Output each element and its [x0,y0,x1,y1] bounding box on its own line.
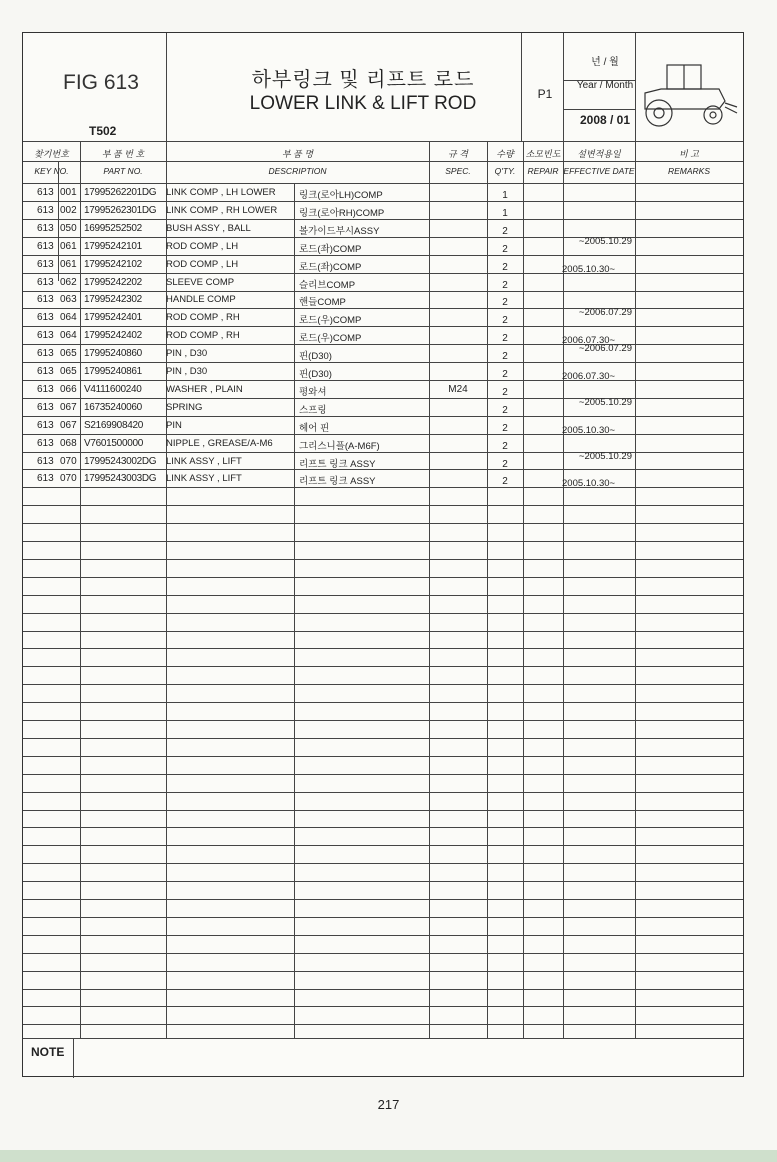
row-line [23,756,743,757]
row-line [23,631,743,632]
col-key-kr: 찾기번호 [34,149,69,159]
row-line [23,774,743,775]
key-number-cell: 061 [60,258,77,270]
key-number-cell: 066 [60,383,77,395]
description-cell: LINK COMP , RH LOWER [166,204,278,216]
description-cell: LINK ASSY , LIFT [166,455,242,467]
title-korean: 하부링크 및 리프트 로드 [251,69,475,91]
table-row [23,450,743,471]
table-row [23,327,743,345]
year-month-divider-1 [563,80,635,81]
row-line [23,953,743,954]
quantity-cell: 2 [502,243,508,255]
description-kr-cell: 핀(D30) [299,369,332,380]
description-kr-cell: 로드(좌)COMP [299,261,362,273]
quantity-cell: 2 [502,279,508,291]
year-month-value: 2008 / 01 [579,113,631,127]
col-effective-en: EFFECTIVE DATE [563,166,635,176]
figure-cell: 613 [37,240,54,252]
row-line [23,720,743,721]
key-number-cell: 070 [60,455,77,467]
table-row [23,309,743,327]
description-kr-cell: 로드(우)COMP [299,315,362,327]
page-indicator: P1 [537,87,553,101]
quantity-cell: 2 [502,369,508,380]
quantity-cell: 2 [502,297,508,309]
description-cell: ROD COMP , LH [166,258,239,270]
description-kr-cell: 헤어 핀 [299,422,330,434]
part-number-cell: 17995262301DG [84,204,157,216]
quantity-cell: 2 [502,225,508,237]
description-kr-cell: 그리스니플(A-M6F) [299,440,380,452]
model-code: T502 [89,124,117,138]
description-cell: SLEEVE COMP [166,276,235,288]
figure-cell: 613 [37,437,54,449]
key-number-cell: 001 [60,187,77,198]
key-number-cell: 065 [60,348,77,360]
figure-cell: 613 [37,312,54,324]
key-number-cell: 068 [60,437,77,449]
row-line [23,1024,743,1025]
description-kr-cell: 핸들COMP [299,297,346,309]
row-line [23,541,743,542]
description-kr-cell: 리프트 링크 ASSY [299,476,376,488]
note-label: NOTE [31,1045,65,1059]
part-number-cell: V4111600240 [84,383,142,395]
key-number-cell: 002 [60,204,77,216]
description-cell: BUSH ASSY , BALL [166,222,251,234]
description-cell: LINK ASSY , LIFT [166,473,242,485]
description-kr-cell: 스프링 [299,404,327,416]
table-row [23,235,743,256]
col-desc-en: DESCRIPTION [268,166,327,176]
part-number-cell: 17995242302 [84,294,142,306]
key-number-cell: 064 [60,312,77,324]
row-line [23,666,743,667]
part-number-cell: 16735240060 [84,401,142,413]
figure-cell: 613 [37,294,54,306]
effective-date-cell: 2006.07.30~ [562,335,616,347]
effective-date-cell: 2005.10.30~ [562,263,616,275]
part-number-cell: 17995243002DG [84,455,157,467]
key-number-cell: 062 [60,276,77,288]
quantity-cell: 2 [502,261,508,273]
quantity-cell: 2 [502,422,508,434]
row-line [23,595,743,596]
col-remarks-en: REMARKS [667,166,711,176]
description-cell: PIN , D30 [166,366,208,377]
quantity-cell: 1 [502,190,508,201]
description-kr-cell: 링크(로아LH)COMP [299,190,383,201]
row-line [23,1006,743,1007]
key-number-cell: 050 [60,222,77,234]
key-number-cell: 064 [60,330,77,342]
year-month-divider-2 [563,109,635,110]
part-number-cell: 17995242102 [84,258,142,270]
effective-date-cell: ~2005.10.29 [578,396,632,408]
col-repair-kr: 소모빈도 [525,149,561,159]
table-row [23,274,743,292]
effective-date-cell: ~2005.10.29 [578,450,632,462]
key-number-cell: 061 [60,240,77,252]
row-line [23,648,743,649]
description-kr-cell: 로드(좌)COMP [299,243,362,255]
page-number: 217 [377,1097,400,1112]
part-number-cell: 17995240860 [84,348,142,360]
table-row [23,291,743,309]
figure-cell: 613 [37,366,54,377]
quantity-cell: 1 [502,207,508,219]
description-kr-cell: 리프트 링크 ASSY [299,458,376,470]
description-kr-cell: 핀(D30) [299,351,332,363]
row-line [23,881,743,882]
part-number-cell: 16995252502 [84,222,142,234]
col-effective-kr: 설변적용일 [577,149,621,159]
parts-list-sheet [22,32,744,1077]
col-remarks-kr: 비 고 [679,149,699,159]
row-line [23,971,743,972]
table-row [23,220,743,238]
table-row [23,381,743,399]
key-number-cell: 067 [60,419,77,431]
figure-cell: 613 [37,204,54,216]
key-number-cell: 070 [60,473,77,485]
description-cell: PIN [166,419,182,431]
table-bottom-line [23,1038,743,1039]
effective-date-cell: ~2006.07.29 [578,307,632,319]
part-number-cell: 17995242101 [84,240,142,252]
row-line [23,738,743,739]
title-english: LOWER LINK & LIFT ROD [249,93,477,114]
quantity-cell: 2 [502,440,508,452]
table-row [23,417,743,435]
row-line [23,577,743,578]
row-line [23,792,743,793]
part-number-cell: 17995243003DG [84,473,157,485]
part-number-cell: 17995242401 [84,312,142,324]
col-qty-kr: 수량 [496,149,514,159]
year-month-label-en: Year / Month [576,80,634,91]
table-row [23,345,743,363]
description-cell: PIN , D30 [166,348,208,360]
spec-cell: M24 [448,383,468,395]
table-row [23,470,743,488]
quantity-cell: 2 [502,404,508,416]
row-line [23,827,743,828]
header-divider-fig [166,33,167,141]
header-divider-date [635,33,636,141]
quantity-cell: 2 [502,333,508,345]
quantity-cell: 2 [502,476,508,488]
row-line [23,935,743,936]
key-number-cell: 065 [60,366,77,377]
description-kr-cell: 슬리브COMP [299,279,356,291]
table-row [23,256,743,274]
quantity-cell: 2 [502,315,508,327]
effective-date-cell: 2005.10.30~ [562,424,616,436]
tractor-icon [639,55,739,135]
figure-cell: 613 [37,258,54,270]
row-line [23,613,743,614]
figure-cell: 613 [37,187,54,198]
figure-cell: 613 [37,330,54,342]
part-number-cell: 17995262201DG [84,187,157,198]
figure-cell: 613 [37,276,54,288]
row-line [23,899,743,900]
description-cell: HANDLE COMP [166,294,236,306]
description-kr-cell: 볼가이드부시ASSY [299,225,380,237]
description-kr-cell: 평와셔 [299,386,327,398]
table-row [23,363,743,381]
row-line [23,559,743,560]
description-cell: WASHER , PLAIN [166,383,243,395]
figure-cell: 613 [37,401,54,413]
quantity-cell: 2 [502,458,508,470]
note-divider [73,1038,74,1078]
figure-cell: 613 [37,455,54,467]
part-number-cell: 17995242202 [84,276,142,288]
description-cell: ROD COMP , RH [166,330,240,342]
year-month-label-kr: 년 / 월 [591,57,619,68]
col-repair-en: REPAIR [527,166,559,176]
part-number-cell: V7601500000 [84,437,143,449]
effective-date-cell: 2005.10.30~ [562,478,616,490]
description-kr-cell: 로드(우)COMP [299,333,362,345]
col-key-en: KEY NO. [34,166,69,176]
description-cell: ROD COMP , RH [166,312,240,324]
key-number-cell: 063 [60,294,77,306]
row-line [23,810,743,811]
row-line [23,863,743,864]
scan-edge [0,1150,777,1162]
figure-cell: 613 [37,222,54,234]
key-number-cell: 067 [60,401,77,413]
figure-number: FIG 613 [63,71,139,94]
header-divider-title [521,33,522,141]
description-cell: LINK COMP , LH LOWER [166,187,276,198]
figure-cell: 613 [37,383,54,395]
table-row [23,435,743,453]
col-part-kr: 부 품 번 호 [101,149,145,159]
col-part-en: PART NO. [103,166,143,176]
part-number-cell: 17995240861 [84,366,142,377]
table-row [23,396,743,417]
part-number-cell: S2169908420 [84,419,143,431]
row-line [23,702,743,703]
figure-cell: 613 [37,473,54,485]
col-desc-kr: 부 품 명 [281,149,314,159]
row-line [23,917,743,918]
row-line [23,684,743,685]
col-spec-kr: 규 격 [448,149,468,159]
quantity-cell: 2 [502,386,508,398]
effective-date-cell: ~2006.07.29 [578,343,632,355]
row-line [23,523,743,524]
col-qty-en: Q'TY. [494,166,516,176]
row-line [23,505,743,506]
description-kr-cell: 링크(로아RH)COMP [299,207,385,219]
row-line [23,845,743,846]
description-cell: ROD COMP , LH [166,240,239,252]
effective-date-cell: 2006.07.30~ [562,371,616,382]
table-row [23,184,743,202]
col-spec-en: SPEC. [445,166,471,176]
figure-cell: 613 [37,348,54,360]
table-row [23,202,743,220]
quantity-cell: 2 [502,351,508,363]
figure-cell: 613 [37,419,54,431]
header-divider-page [563,33,564,141]
effective-date-cell: ~2005.10.29 [578,235,632,247]
row-line [23,989,743,990]
description-cell: SPRING [166,401,203,413]
description-cell: NIPPLE , GREASE/A-M6 [166,437,273,449]
part-number-cell: 17995242402 [84,330,142,342]
